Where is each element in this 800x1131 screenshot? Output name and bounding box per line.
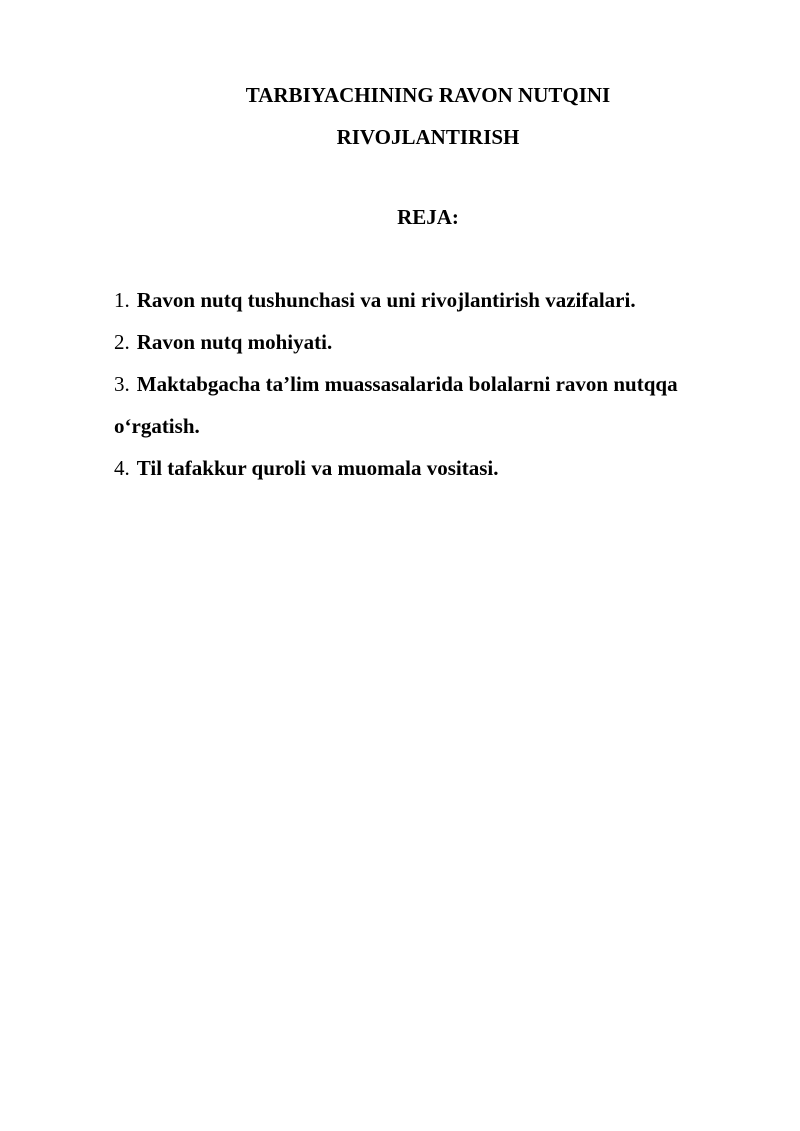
document-title — [0, 74, 800, 158]
plan-item-number: 1. — [114, 288, 130, 312]
plan-item-number: 2. — [114, 330, 130, 354]
title-line-2: RIVOJLANTIRISH — [336, 125, 520, 149]
plan-item-2 — [114, 321, 734, 363]
plan-item-number: 4. — [114, 456, 130, 480]
plan-item-text: Maktabgacha ta’lim muassasalarida bolalarni ravon nutqqa o‘rgatish. — [114, 372, 678, 438]
plan-item-text: Ravon nutq mohiyati. — [136, 330, 333, 354]
plan-item-1 — [114, 279, 734, 321]
plan-item-number: 3. — [114, 372, 130, 396]
plan-item-3 — [114, 363, 734, 447]
plan-item-text: Til tafakkur quroli va muomala vositasi. — [136, 456, 499, 480]
title-line-1: TARBIYACHINING RAVON NUTQINI — [245, 83, 611, 107]
plan-item-text: Ravon nutq tushunchasi va uni rivojlantirish vazifalari. — [136, 288, 636, 312]
plan-item-4 — [114, 447, 734, 489]
plan-heading: REJA: — [397, 205, 459, 229]
plan-list — [114, 279, 734, 489]
